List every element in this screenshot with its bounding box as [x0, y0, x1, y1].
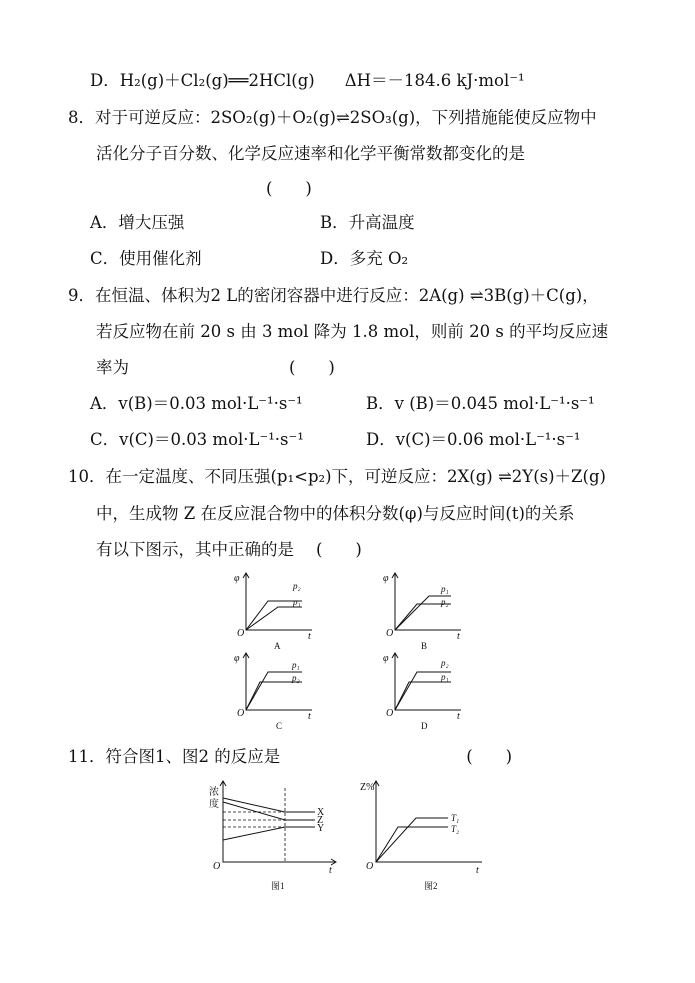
graph-caption: B [421, 641, 428, 651]
q10-graph-c [232, 652, 322, 734]
curve-t1 [376, 827, 448, 862]
label-x: X [317, 807, 325, 818]
q10-stem-line2: 中，生成物 Z 在反应混合物中的体积分数(φ)与反应时间(t)的关系 [96, 504, 575, 523]
q10-number: 10． [68, 467, 106, 486]
q9-option-d-letter: D． [366, 430, 396, 449]
q8-option-b-letter: B． [320, 213, 349, 232]
graph-caption: D [421, 721, 428, 731]
origin-label: O [386, 708, 394, 719]
upper-label: T₁ [451, 813, 460, 823]
axes [376, 782, 482, 862]
upper-label: p₁ [441, 584, 449, 594]
q9-stem-text-1: 在恒温、体积为2 L的密闭容器中进行反应：2A(g) ⇌3B(g)＋C(g)， [95, 286, 599, 305]
q8-option-b-text: 升高温度 [348, 213, 415, 232]
q11-stem-line [68, 746, 512, 768]
q7-option-d-enthalpy: ΔH＝－184.6 kJ·mol⁻¹ [344, 71, 525, 90]
y-axis-label: φ [234, 653, 240, 664]
q9-option-a-letter: A． [90, 394, 119, 413]
q11-figure-2 [358, 780, 493, 895]
x-axis-label: t [308, 711, 311, 722]
q8-option-c-text: 使用催化剂 [119, 249, 202, 268]
q9-option-d[interactable] [366, 429, 580, 451]
q9-stem-line3 [96, 357, 335, 379]
upper-label: p₁ [292, 660, 300, 670]
origin-label: O [237, 708, 245, 719]
graph-caption: C [276, 721, 283, 731]
q8-number: 8． [68, 108, 95, 127]
x-axis-label: t [476, 865, 479, 876]
q10-answer-paren: ( ) [316, 540, 362, 559]
label-y: Y [317, 823, 325, 834]
y-axis-label-bottom: 度 [209, 799, 219, 810]
figure-caption: 图2 [424, 881, 438, 891]
q9-option-c[interactable] [90, 429, 304, 451]
x-axis-label: t [457, 711, 460, 722]
lower-label: p₁ [441, 672, 449, 682]
curve-t2 [376, 818, 448, 862]
q9-option-c-text: v(C)＝0.03 mol·L⁻¹·s⁻¹ [119, 430, 304, 449]
q9-option-b-letter: B． [366, 394, 395, 413]
q8-stem-line2: 活化分子百分数、化学反应速率和化学平衡常数都变化的是 [96, 144, 525, 163]
q10-graph-b [381, 572, 471, 654]
origin-label: O [237, 628, 245, 639]
q8-option-d[interactable] [320, 248, 408, 270]
q9-stem-text-3: 率为 [96, 358, 129, 377]
q9-option-a-text: v(B)＝0.03 mol·L⁻¹·s⁻¹ [118, 394, 303, 413]
q10-graph-a [232, 572, 322, 654]
label-z: Z [317, 815, 324, 826]
q9-number: 9． [68, 286, 95, 305]
curve-y [223, 827, 315, 840]
y-axis-label-top: 浓 [209, 787, 219, 798]
q8-option-b[interactable] [320, 212, 415, 234]
lower-label: T₂ [451, 824, 460, 834]
q8-option-c[interactable] [90, 248, 202, 270]
q11-answer-paren: ( ) [466, 747, 513, 766]
upper-label: p₂ [441, 658, 449, 668]
q8-option-d-text: 多充 O₂ [349, 249, 409, 268]
q11-figure-1 [205, 780, 345, 895]
q9-option-b[interactable] [366, 393, 595, 415]
upper-label: p₂ [293, 581, 301, 591]
q7-option-d-letter: D． [90, 71, 120, 90]
q7-option-d [90, 70, 525, 92]
origin-label: O [366, 861, 374, 872]
axes [246, 574, 312, 630]
curve-x [223, 798, 315, 812]
q9-option-b-text: v (B)＝0.045 mol·L⁻¹·s⁻¹ [394, 394, 595, 413]
q8-option-c-letter: C． [90, 249, 120, 268]
x-axis-label: t [308, 631, 311, 642]
lower-label: p₂ [292, 673, 300, 683]
q9-option-d-text: v(C)＝0.06 mol·L⁻¹·s⁻¹ [395, 430, 581, 449]
q8-answer-paren: ( ) [266, 179, 312, 198]
q9-option-c-letter: C． [90, 430, 120, 449]
q10-stem-text-3: 有以下图示，其中正确的是 [96, 540, 294, 559]
figure-caption: 图1 [271, 881, 285, 891]
y-axis-label: φ [383, 573, 389, 584]
lower-label: p₂ [441, 597, 449, 607]
y-axis-label: Z% [360, 782, 375, 793]
q8-option-a-text: 增大压强 [118, 213, 185, 232]
q10-stem-line1 [68, 466, 606, 488]
q11-number: 11． [68, 747, 106, 766]
q10-graph-d [381, 652, 471, 734]
q11-stem-text: 符合图1、图2 的反应是 [105, 747, 281, 766]
q8-stem-line1 [68, 107, 597, 129]
q8-option-d-letter: D． [320, 249, 350, 268]
q8-option-a[interactable] [90, 212, 184, 234]
curve-z [223, 802, 315, 820]
q9-stem-line2: 若反应物在前 20 s 由 3 mol 降为 1.8 mol，则前 20 s 的平均反应速 [96, 322, 609, 341]
y-axis-label: φ [234, 573, 240, 584]
q10-stem-line3 [96, 539, 362, 561]
y-axis-label: φ [383, 653, 389, 664]
lower-curve [395, 604, 451, 630]
q9-option-a[interactable] [90, 393, 303, 415]
q9-stem-line1 [68, 285, 599, 307]
x-axis-label: t [329, 865, 332, 876]
origin-label: O [386, 628, 394, 639]
axes [395, 574, 461, 630]
q8-stem-text-1: 对于可逆反应：2SO₂(g)＋O₂(g)⇌2SO₃(g)，下列措施能使反应物中 [95, 108, 597, 127]
lower-label: p₁ [293, 597, 301, 607]
q8-option-a-letter: A． [90, 213, 119, 232]
x-axis-label: t [457, 631, 460, 642]
graph-caption: A [274, 641, 281, 651]
q7-option-d-equation: H₂(g)＋Cl₂(g)══2HCl(g) [119, 71, 315, 90]
origin-label: O [213, 861, 221, 872]
q10-stem-text-1: 在一定温度、不同压强(p₁<p₂)下，可逆反应：2X(g) ⇌2Y(s)＋Z(g) [105, 467, 606, 486]
q9-answer-paren: ( ) [289, 358, 335, 377]
